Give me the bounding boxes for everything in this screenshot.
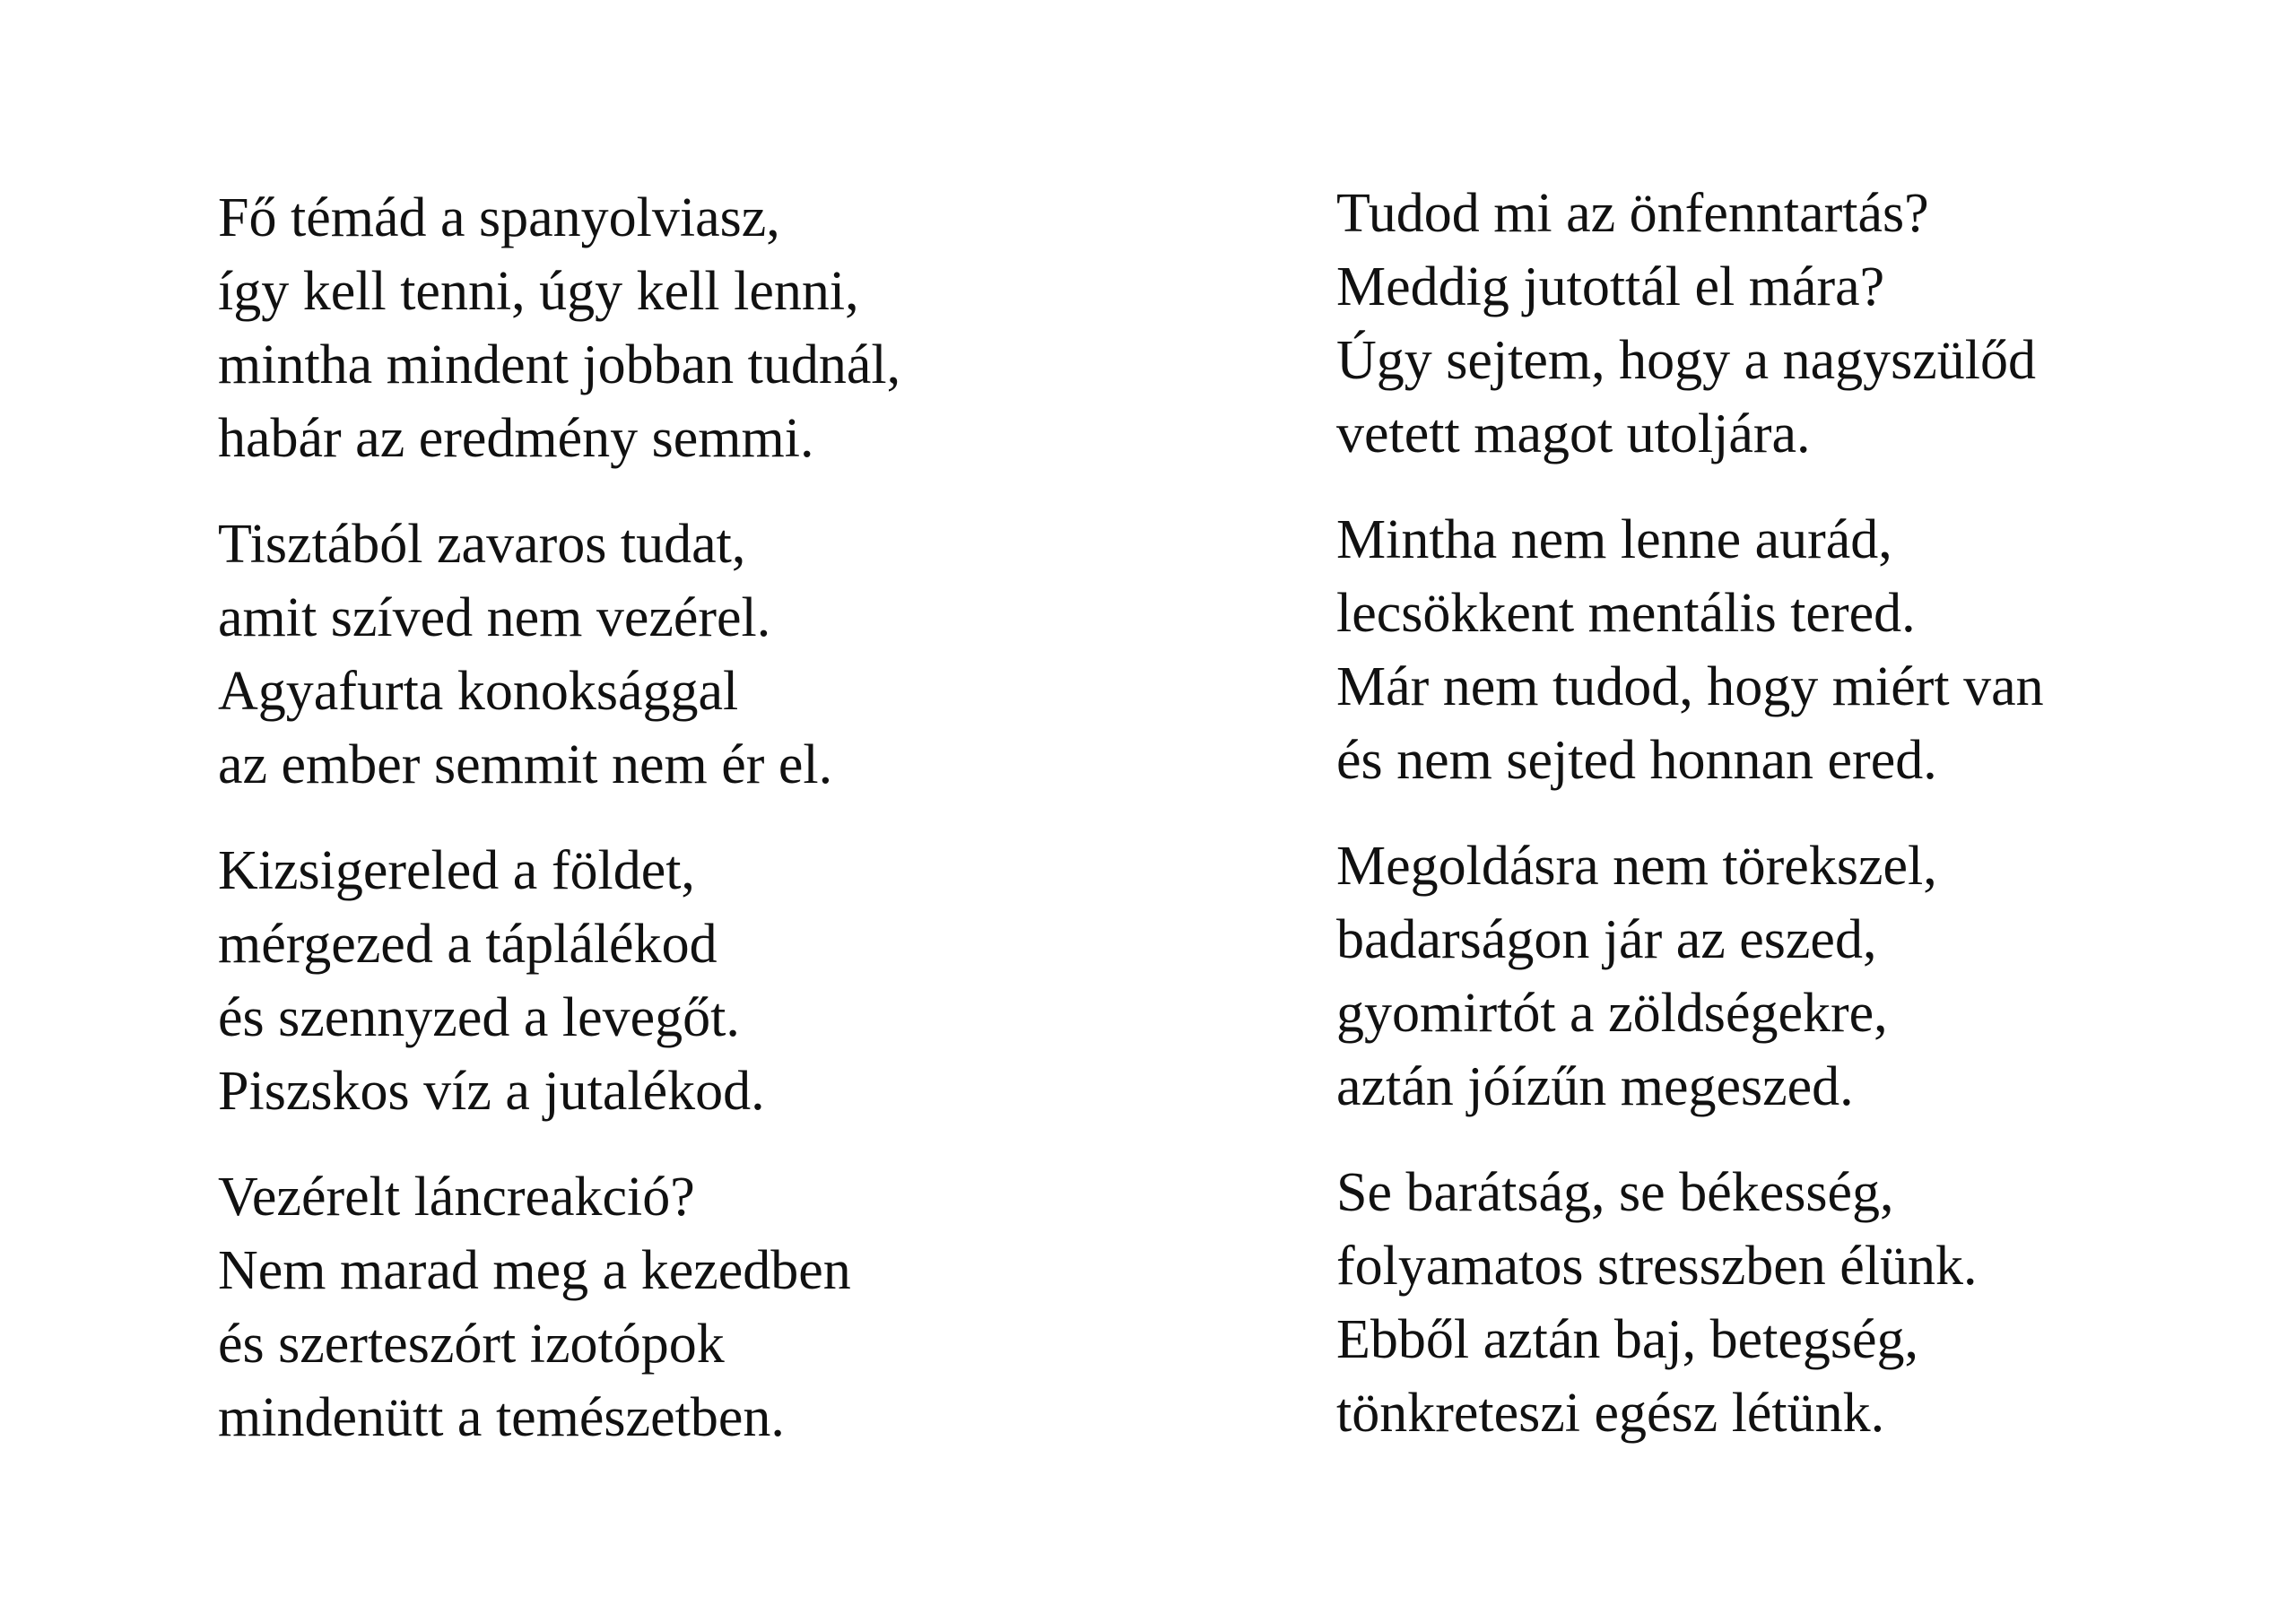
stanza-1 bbox=[218, 181, 900, 475]
poem-line: és nem sejted honnan ered. bbox=[1336, 730, 1937, 791]
poem-line: Fő témád a spanyolviasz, bbox=[218, 187, 780, 248]
poem-line: Már nem tudod, hogy miért van bbox=[1336, 656, 2044, 717]
poem-line: lecsökkent mentális tered. bbox=[1336, 583, 1916, 644]
poem-line: Megoldásra nem törekszel, bbox=[1336, 836, 1937, 897]
left-column bbox=[218, 181, 900, 1487]
poem-line: Kizsigereled a földet, bbox=[218, 840, 695, 901]
poem-line: tönkreteszi egész létünk. bbox=[1336, 1383, 1885, 1444]
stanza-6 bbox=[1336, 503, 2044, 797]
poem-line: Tudod mi az önfenntartás? bbox=[1336, 183, 1929, 244]
poem-line: Mintha nem lenne aurád, bbox=[1336, 509, 1892, 570]
poem-line: így kell tenni, úgy kell lenni, bbox=[218, 261, 859, 322]
stanza-8 bbox=[1336, 1156, 2044, 1450]
poem-line: és szerteszórt izotópok bbox=[218, 1314, 725, 1375]
poem-line: gyomirtót a zöldségekre, bbox=[1336, 983, 1888, 1044]
poem-line: mérgezed a táplálékod bbox=[218, 914, 718, 975]
poem-line: mintha mindent jobban tudnál, bbox=[218, 334, 901, 395]
poem-line: Agyafurta konoksággal bbox=[218, 661, 739, 722]
poem-line: folyamatos stresszben élünk. bbox=[1336, 1236, 1978, 1297]
poem-line: amit szíved nem vezérel. bbox=[218, 587, 771, 648]
poem-line: badarságon jár az eszed, bbox=[1336, 909, 1877, 970]
stanza-4 bbox=[218, 1160, 900, 1454]
poem-line: Vezérelt láncreakció? bbox=[218, 1167, 695, 1228]
poem-line: Nem marad meg a kezedben bbox=[218, 1240, 851, 1301]
poem-line: az ember semmit nem ér el. bbox=[218, 734, 833, 795]
poem-line: és szennyzed a levegőt. bbox=[218, 987, 740, 1048]
poem-line: vetett magot utoljára. bbox=[1336, 404, 1811, 464]
poem-line: Ebből aztán baj, betegség, bbox=[1336, 1309, 1919, 1370]
stanza-3 bbox=[218, 834, 900, 1128]
poem-line: aztán jóízűn megeszed. bbox=[1336, 1056, 1854, 1117]
poem-line: Se barátság, se békesség, bbox=[1336, 1162, 1894, 1223]
poem-line: habár az eredmény semmi. bbox=[218, 408, 814, 469]
poem-line: Piszskos víz a jutalékod. bbox=[218, 1061, 765, 1122]
stanza-5 bbox=[1336, 177, 2044, 471]
poem-line: mindenütt a temészetben. bbox=[218, 1387, 785, 1448]
right-column bbox=[1336, 177, 2044, 1482]
poem-line: Tisztából zavaros tudat, bbox=[218, 514, 746, 575]
stanza-2 bbox=[218, 508, 900, 802]
poem-line: Meddig jutottál el mára? bbox=[1336, 256, 1885, 317]
poem-line: Úgy sejtem, hogy a nagyszülőd bbox=[1336, 330, 2037, 391]
stanza-7 bbox=[1336, 829, 2044, 1124]
